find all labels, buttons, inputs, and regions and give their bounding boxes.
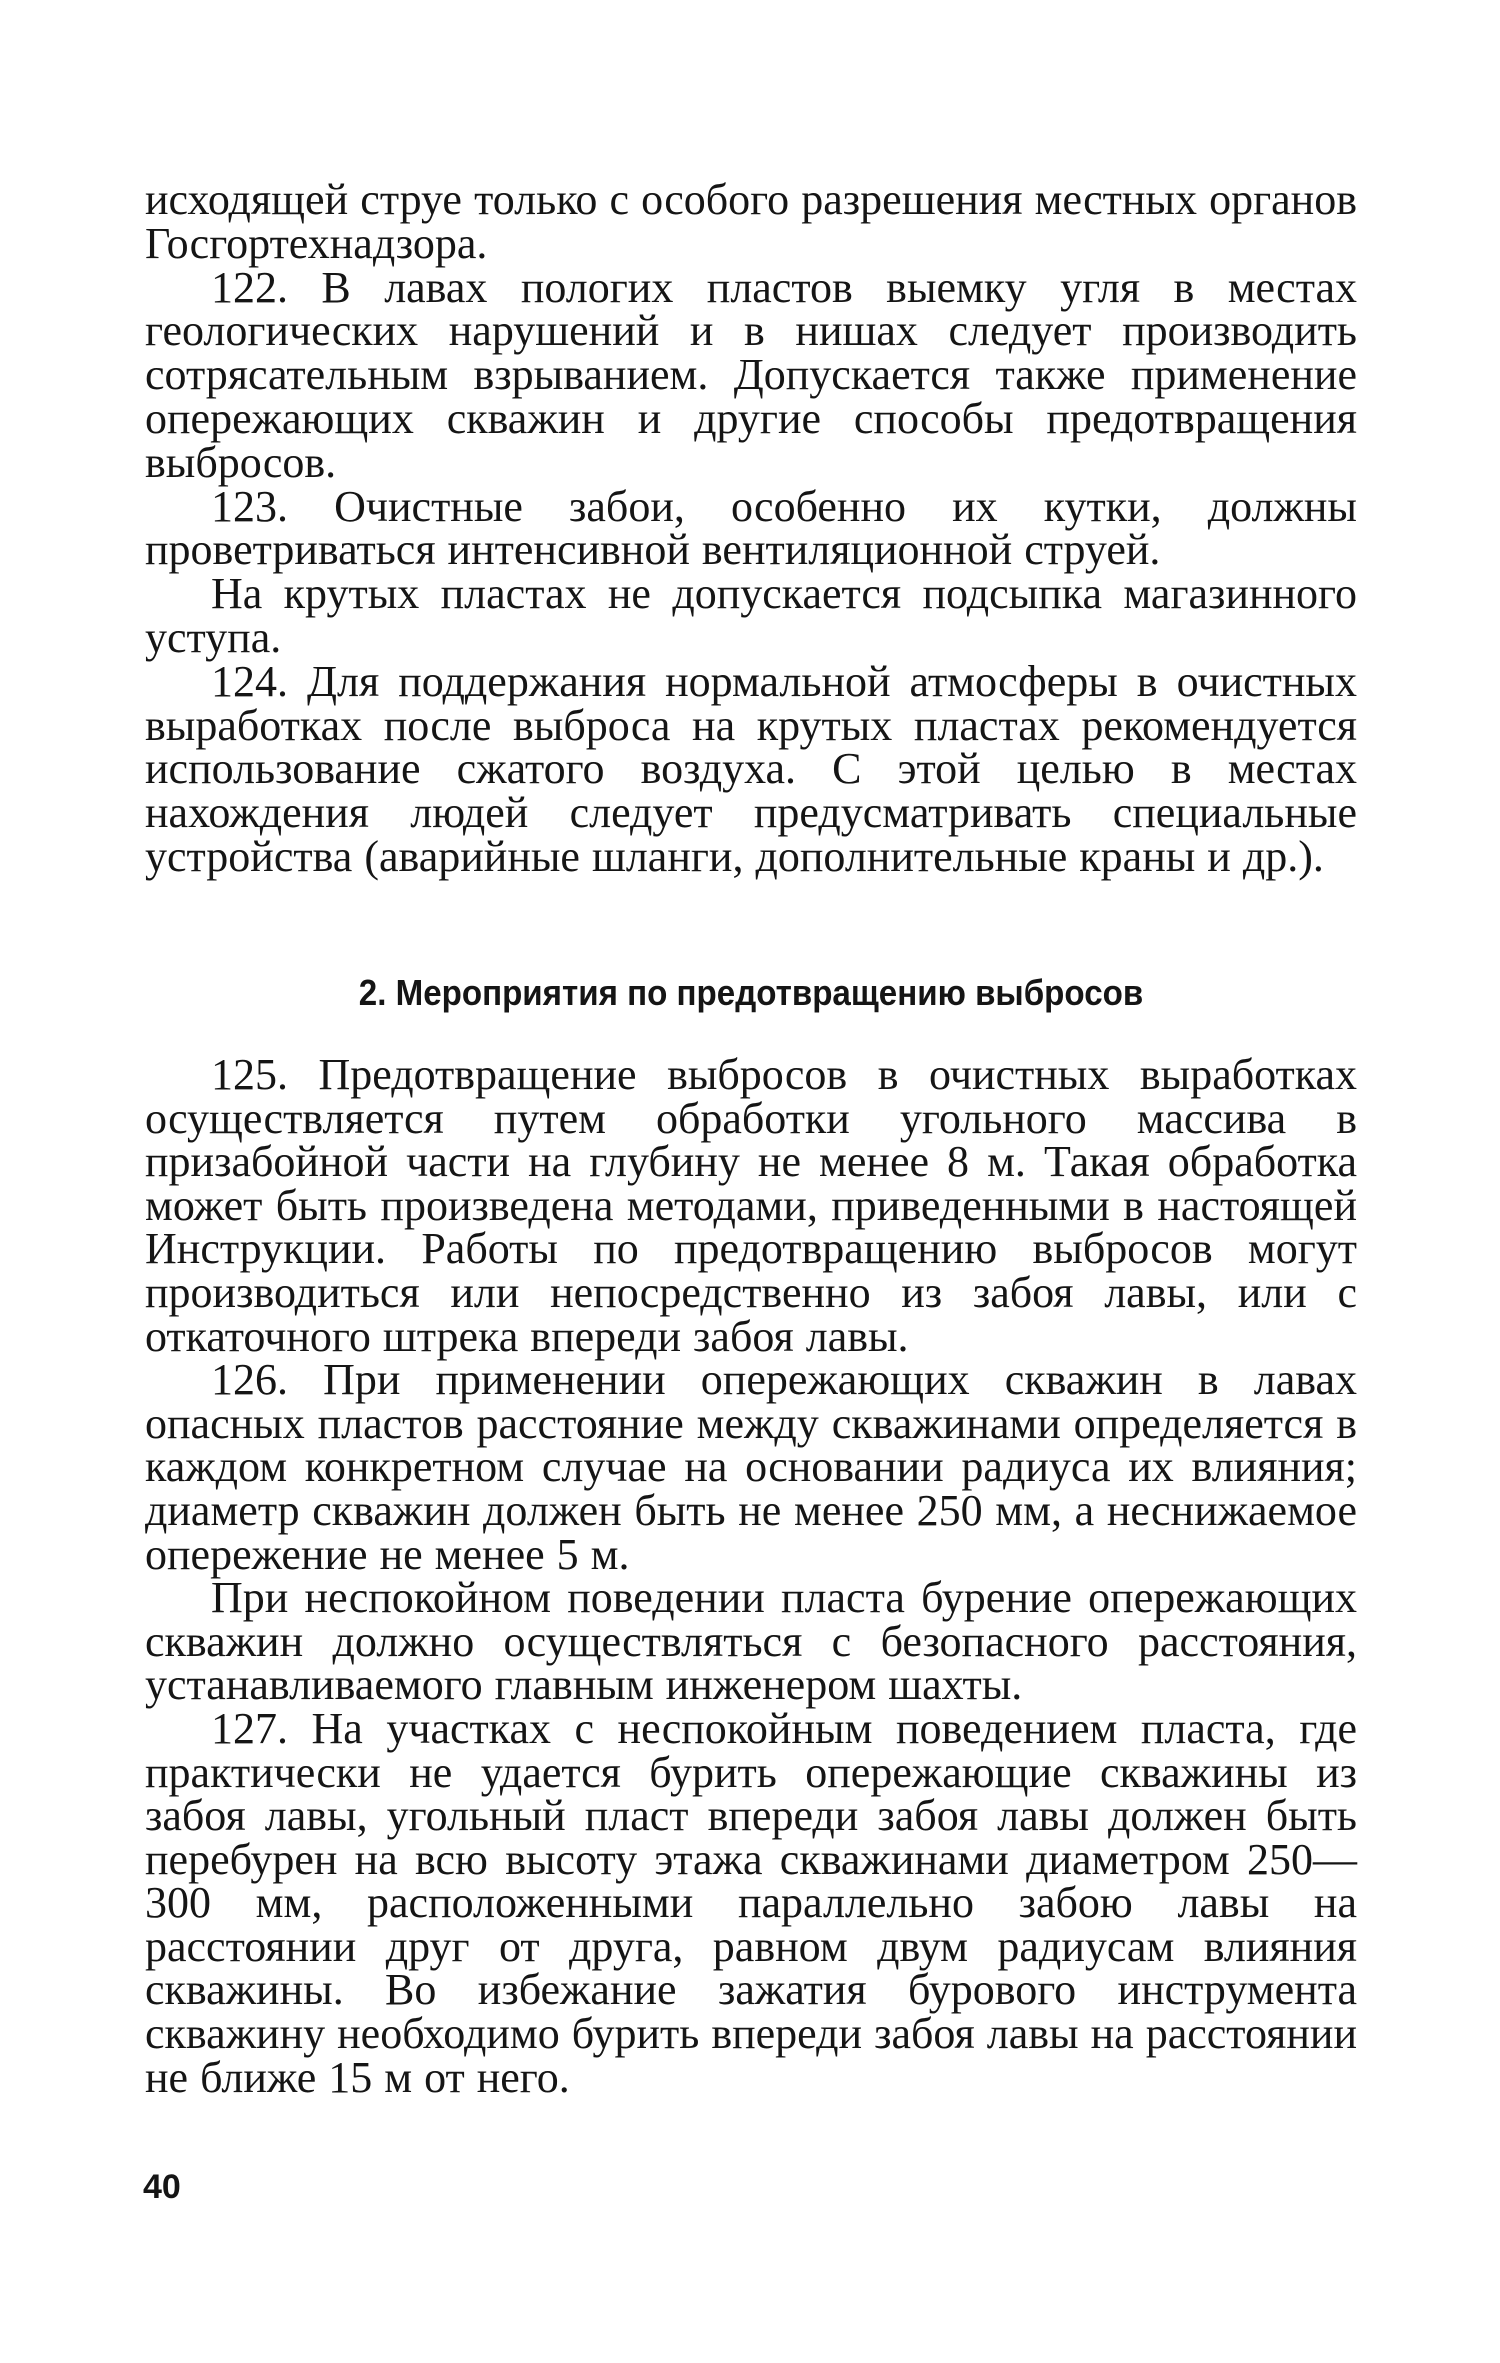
- paragraph-125: 125. Предотвращение выбросов в очистных выработках осуществляется путем обработки угольного массива в призабойной части на глубину не менее 8 м. Такая обработка может быть произведена методами, приведенными в настоящей Инструкции. Работы по предотвращению выбросов могут производиться или непосредственно из забоя лавы, или с откаточного штрека впереди забоя лавы.: [145, 1050, 1357, 1361]
- paragraph-123: 123. Очистные забои, особенно их кутки, должны проветриваться интенсивной вентиляционной струей.: [145, 481, 1357, 575]
- page-number: 40: [143, 2168, 181, 2206]
- paragraph-continuation: исходящей струе только с особого разрешения местных органов Госгортехнадзора.: [145, 175, 1357, 268]
- paragraph-124: 124. Для поддержания нормальной атмосферы в очистных выработках после выброса на крутых пластах рекомендуется использование сжатого воздуха. С этой целью в местах нахождения людей следует предусматривать специальные устройства (аварийные шланги, дополнительные краны и др.).: [145, 656, 1357, 881]
- paragraph-127: 127. На участках с неспокойным поведением пласта, где практически не удается бурить опережающие скважины из забоя лавы, угольный пласт впереди забоя лавы должен быть перебурен на всю высоту этажа скважинами диаметром 250—300 мм, расположенными параллельно забою лавы на расстоянии друг от друга, равном двум радиусам влияния скважины. Во избежание зажатия бурового инструмента скважину необходимо бурить впереди забоя лавы на расстоянии не ближе 15 м от него.: [145, 1703, 1357, 2102]
- paragraph-122: 122. В лавах пологих пластов выемку угля в местах геологических нарушений и в нишах следует производить сотрясательным взрыванием. Допускается также применение опережающих скважин и другие способы предотвращения выбросов.: [145, 262, 1357, 487]
- paragraph-126: 126. При применении опережающих скважин в лавах опасных пластов расстояние между скважинами определяется в каждом конкретном случае на основании радиуса их влияния; диаметр скважин должен быть не менее 250 мм, а неснижаемое опережение не менее 5 м.: [145, 1355, 1357, 1579]
- paragraph-123-note: На крутых пластах не допускается подсыпка магазинного уступа.: [145, 569, 1357, 662]
- section-1-text: [145, 175, 1357, 881]
- paragraph-126-note: При неспокойном поведении пласта бурение опережающих скважин должно осуществляться с безопасного расстояния, устанавливаемого главным инженером шахты.: [145, 1573, 1357, 1710]
- section-2-text: [145, 1050, 1357, 2102]
- section-heading: 2. Мероприятия по предотвращению выбросов: [358, 972, 1144, 1013]
